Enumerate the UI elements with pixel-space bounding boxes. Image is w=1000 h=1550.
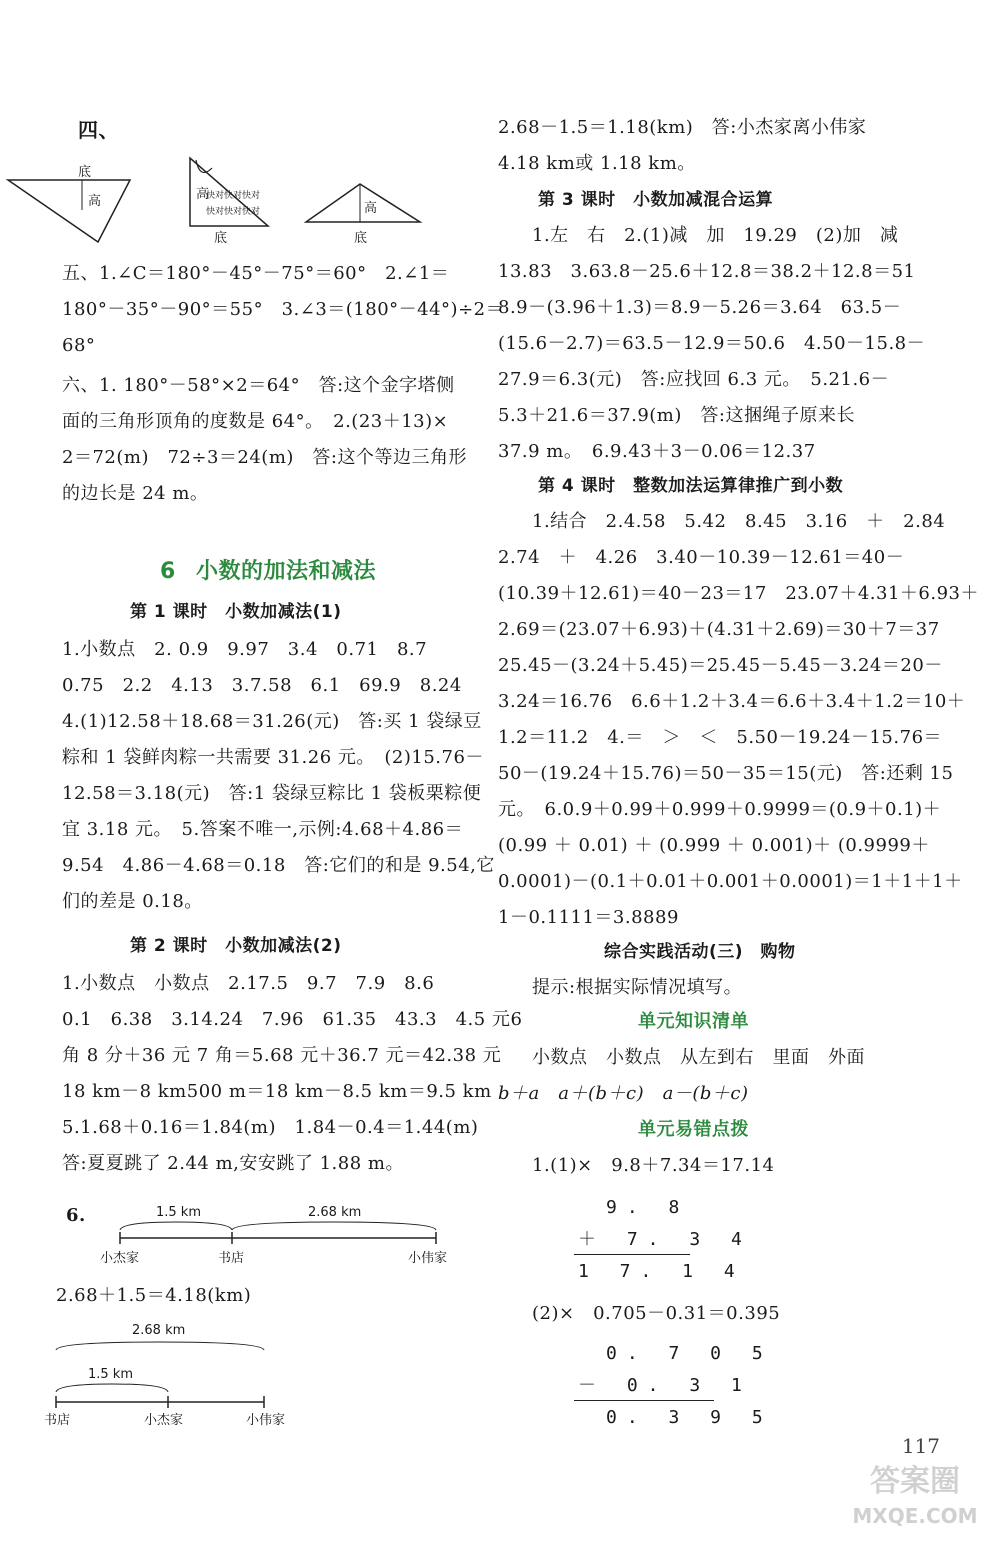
lesson4-line-5: 25.45－(3.24＋5.45)＝25.45－5.45－3.24＝20－ [498, 655, 943, 676]
section4-label: 四、 [78, 118, 119, 142]
lesson1-line-5: 12.58＝3.18(元) 答:1 袋绿豆粽比 1 袋板栗粽便 [62, 783, 482, 804]
right-top-line-1: 2.68－1.5＝1.18(km) 答:小杰家离小伟家 [498, 117, 867, 138]
distance-diagram-2 [0, 0, 470, 1550]
s5-line-2: 180°－35°－90°＝55° 3.∠3＝(180°－44°)÷2＝ [62, 299, 505, 320]
lesson2-line-4: 18 km－8 km500 m＝18 km－8.5 km＝9.5 km [62, 1081, 492, 1102]
lesson3-line-7: 37.9 m。 6.9.43＋3－0.06＝12.37 [498, 441, 816, 462]
diagram1-point-1: 小杰家 [100, 1251, 140, 1266]
lesson1-line-2: 0.75 2.2 4.13 3.7.58 6.1 69.9 8.24 [62, 675, 462, 696]
fig2-overlay-1: 快对快对快对 [206, 191, 261, 201]
lesson4-line-3: (10.39＋12.61)＝40－23＝17 23.07＋4.31＋6.93＋ [498, 583, 980, 604]
lesson3-line-1: 1.左 右 2.(1)减 加 19.29 (2)加 减 [532, 225, 899, 246]
knowledge-line-2: b＋a a＋(b＋c) a－(b＋c) [498, 1083, 749, 1104]
lesson2-title: 第 2 课时 小数加减法(2) [130, 936, 342, 956]
vertical-calc-1-row-3: 1 7. 1 4 [578, 1261, 745, 1282]
lesson3-line-6: 5.3＋21.6＝37.9(m) 答:这捆绳子原来长 [498, 405, 855, 426]
diagram1-seg2-label: 2.68 km [308, 1205, 362, 1220]
lesson4-line-9: 元。 6.0.9＋0.99＋0.999＋0.9999＝(0.9＋0.1)＋ [498, 799, 942, 820]
fig2-overlay-2: 快对快对快对 [206, 207, 261, 217]
fig3-side-label: 高 [364, 201, 378, 216]
lesson1-title: 第 1 课时 小数加减法(1) [130, 602, 342, 622]
lesson1-line-4: 粽和 1 袋鲜肉粽一共需要 31.26 元。 (2)15.76－ [62, 747, 484, 768]
lesson4-line-7: 1.2＝11.2 4.＝ ＞ ＜ 5.50－19.24－15.76＝ [498, 727, 943, 748]
q6-label: 6. [66, 1205, 86, 1226]
lesson3-line-2: 13.83 3.63.8－25.6＋12.8＝38.2＋12.8＝51 [498, 261, 916, 282]
lesson4-line-8: 50－(19.24＋15.76)＝50－35＝15(元) 答:还剩 15 [498, 763, 954, 784]
lesson4-line-12: 1－0.1111＝3.8889 [498, 907, 679, 928]
lesson3-line-5: 27.9＝6.3(元) 答:应找回 6.3 元。 5.21.6－ [498, 369, 890, 390]
lesson4-line-1: 1.结合 2.4.58 5.42 8.45 3.16 ＋ 2.84 [532, 511, 946, 532]
diagram2-point-2: 小杰家 [144, 1413, 184, 1428]
diagram2-point-1: 书店 [44, 1413, 71, 1428]
vertical-calc-1-rule [574, 1254, 690, 1255]
lesson4-line-10: (0.99 ＋ 0.01) ＋ (0.999 ＋ 0.001)＋ (0.9999＋ [498, 835, 930, 856]
lesson4-line-11: 0.0001)－(0.1＋0.01＋0.001＋0.0001)＝1＋1＋1＋ [498, 871, 963, 892]
error-item-2: (2)× 0.705－0.31＝0.395 [532, 1303, 781, 1324]
calc-line: 2.68＋1.5＝4.18(km) [56, 1285, 252, 1306]
watermark-logo [840, 1462, 990, 1542]
vertical-calc-2-row-1: 0. 7 0 5 [606, 1343, 773, 1364]
activity-text: 提示:根据实际情况填写。 [532, 977, 743, 998]
page-number: 117 [901, 1434, 940, 1458]
diagram2-seg-label: 1.5 km [88, 1367, 133, 1382]
lesson3-title: 第 3 课时 小数加减混合运算 [538, 190, 774, 210]
watermark-line-2: MXQE.COM [852, 1504, 978, 1528]
s5-line-3: 68° [62, 335, 96, 356]
lesson4-line-6: 3.24＝16.76 6.6＋1.2＋3.4＝6.6＋3.4＋1.2＝10＋ [498, 691, 966, 712]
knowledge-line-1: 小数点 小数点 从左到右 里面 外面 [532, 1047, 865, 1068]
s5-line-1: 五、1.∠C＝180°－45°－75°＝60° 2.∠1＝ [62, 263, 450, 284]
lesson1-line-7: 9.54 4.86－4.68＝0.18 答:它们的和是 9.54,它 [62, 855, 495, 876]
diagram1-seg1-label: 1.5 km [156, 1205, 201, 1220]
fig3-bottom-label: 底 [354, 231, 368, 246]
vertical-calc-2-row-2: － 0. 3 1 [578, 1375, 752, 1396]
diagram2-top-label: 2.68 km [132, 1323, 186, 1338]
s6-line-1: 六、1. 180°－58°×2＝64° 答:这个金字塔侧 [62, 375, 455, 396]
lesson2-line-2: 0.1 6.38 3.14.24 7.96 61.35 43.3 4.5 元6 [62, 1009, 523, 1030]
error-item-1: 1.(1)× 9.8＋7.34＝17.14 [532, 1155, 775, 1176]
errors-title: 单元易错点拨 [638, 1119, 749, 1140]
fig1-top-label: 底 [78, 165, 92, 180]
lesson2-line-5: 5.1.68＋0.16＝1.84(m) 1.84－0.4＝1.44(m) [62, 1117, 479, 1138]
diagram1-point-2: 书店 [218, 1251, 245, 1266]
s6-line-4: 的边长是 24 m。 [62, 483, 209, 504]
lesson1-line-1: 1.小数点 2. 0.9 9.97 3.4 0.71 8.7 [62, 639, 428, 660]
lesson4-line-2: 2.74 ＋ 4.26 3.40－10.39－12.61＝40－ [498, 547, 905, 568]
s6-line-2: 面的三角形顶角的度数是 64°。 2.(23＋13)× [62, 411, 449, 432]
lesson2-line-3: 角 8 分＋36 元 7 角＝5.68 元＋36.7 元＝42.38 元 [62, 1045, 502, 1066]
vertical-calc-2-rule [574, 1400, 714, 1401]
lesson3-line-3: 8.9－(3.96＋1.3)＝8.9－5.26＝3.64 63.5－ [498, 297, 902, 318]
lesson4-title: 第 4 课时 整数加法运算律推广到小数 [538, 476, 844, 496]
activity-title: 综合实践活动(三) 购物 [604, 942, 796, 962]
lesson1-line-3: 4.(1)12.58＋18.68＝31.26(元) 答:买 1 袋绿豆 [62, 711, 482, 732]
lesson4-line-4: 2.69＝(23.07＋6.93)＋(4.31＋2.69)＝30＋7＝37 [498, 619, 940, 640]
chapter-title: 小数的加法和减法 [196, 559, 377, 584]
vertical-calc-1-row-2: ＋ 7. 3 4 [578, 1229, 752, 1250]
lesson1-line-6: 宜 3.18 元。 5.答案不唯一,示例:4.68＋4.86＝ [62, 819, 464, 840]
lesson1-line-8: 们的差是 0.18。 [62, 891, 203, 912]
fig2-bottom-label: 底 [214, 231, 228, 246]
right-column [490, 0, 980, 1550]
lesson2-line-1: 1.小数点 小数点 2.17.5 9.7 7.9 8.6 [62, 973, 435, 994]
diagram1-point-3: 小伟家 [408, 1251, 448, 1266]
fig1-side-label: 高 [88, 194, 102, 209]
chapter-number: 6 [160, 559, 176, 584]
s6-line-3: 2＝72(m) 72÷3＝24(m) 答:这个等边三角形 [62, 447, 467, 468]
vertical-calc-1-row-1: 9. 8 [606, 1197, 690, 1218]
vertical-calc-2-row-3: 0. 3 9 5 [606, 1407, 773, 1428]
fig2-side-label: 高 [196, 187, 210, 202]
knowledge-title: 单元知识清单 [638, 1011, 749, 1032]
watermark-line-1: 答案圈 [870, 1464, 960, 1499]
diagram2-point-3: 小伟家 [246, 1413, 286, 1428]
lesson3-line-4: (15.6－2.7)＝63.5－12.9＝50.6 4.50－15.8－ [498, 333, 926, 354]
right-top-line-2: 4.18 km或 1.18 km。 [498, 153, 696, 174]
lesson2-line-6: 答:夏夏跳了 2.44 m,安安跳了 1.88 m。 [62, 1153, 404, 1174]
